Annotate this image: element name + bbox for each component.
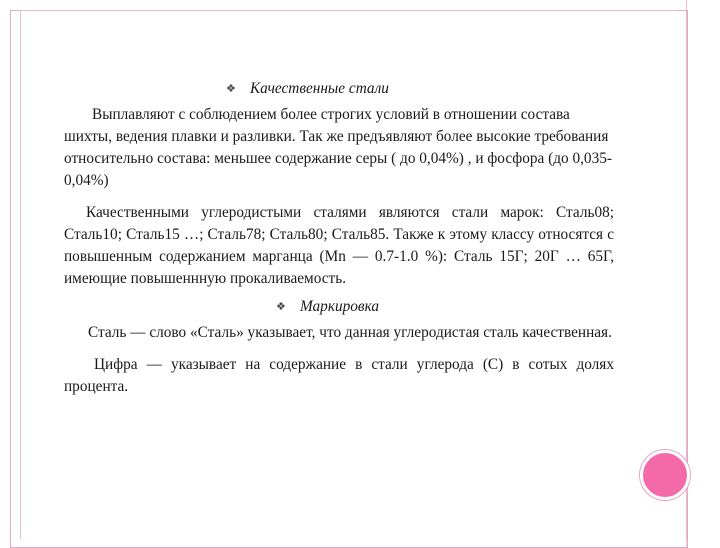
paragraph-grades — [64, 202, 614, 290]
paragraph-smelting — [64, 104, 614, 192]
diamond-bullet-icon: ❖ — [226, 83, 236, 95]
paragraph-digit — [64, 354, 614, 398]
paragraph-text: Цифра — указывает на содержание в стали углерода (С) в сотых долях процента. — [64, 356, 614, 395]
heading-text: Качественные стали — [250, 80, 389, 97]
paragraph-steel-word — [64, 322, 614, 344]
heading-text: Маркировка — [300, 298, 379, 315]
slide-content — [64, 78, 614, 404]
heading-marking — [64, 296, 614, 318]
paragraph-text: Сталь — слово «Сталь» указывает, что данная углеродистая сталь качественная. — [88, 324, 612, 341]
heading-quality-steels — [64, 78, 614, 100]
pink-circle-decoration — [640, 450, 690, 500]
paragraph-text: Качественными углеродистыми сталями являются стали марок: Сталь08; Сталь10; Сталь15 …; Сталь78; Сталь80; Сталь85. Также к этому классу относятся с повышенным содержанием марганца (Mn — 0.7-1.0 %): Сталь 15Г; 20Г … 65Г, имеющие повышеннную прокаливаемость. — [64, 204, 614, 287]
slide-right-border — [686, 0, 687, 540]
paragraph-text: Выплавляют с соблюдением более строгих условий в отношении состава шихты, ведения плавки и разливки. Так же предъявляют более высокие требования относительно состава: меньшее содержание серы ( до 0,04%) , и фосфора (до 0,035-0,04%) — [64, 106, 612, 189]
diamond-bullet-icon: ❖ — [276, 301, 286, 313]
